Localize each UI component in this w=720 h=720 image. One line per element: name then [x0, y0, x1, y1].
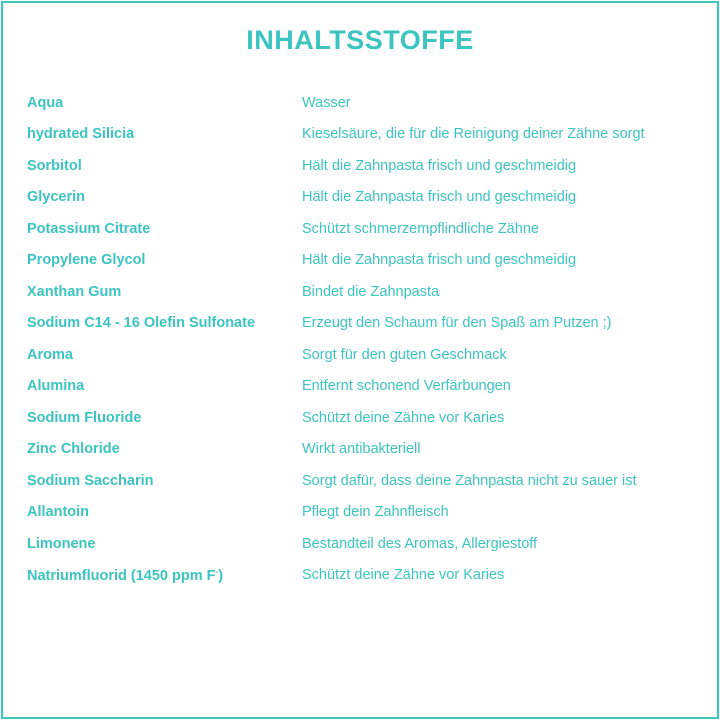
ingredient-row: [27, 465, 707, 497]
page-title: INHALTSSTOFFE: [246, 25, 474, 55]
ingredient-name: Propylene Glycol: [27, 252, 146, 269]
ingredient-name-superscript: -: [215, 566, 219, 576]
ingredient-name: Sodium Fluoride: [27, 409, 142, 426]
ingredient-name: Sorbitol: [27, 157, 82, 174]
ingredient-row: [27, 560, 707, 592]
ingredient-description: Hält die Zahnpasta frisch und geschmeidig: [302, 157, 577, 174]
ingredient-description: Hält die Zahnpasta frisch und geschmeidig: [302, 252, 577, 269]
ingredient-name: Limonene: [27, 535, 96, 552]
ingredient-name: Allantoin: [27, 504, 90, 521]
ingredients-list: [27, 87, 707, 591]
ingredient-name-suffix: ): [218, 567, 224, 584]
ingredient-name: Zinc Chloride: [27, 441, 120, 458]
ingredient-description: Sorgt dafür, dass deine Zahnpasta nicht zu sauer ist: [302, 472, 637, 489]
ingredient-name: Sodium Saccharin: [27, 472, 154, 489]
ingredient-row: [27, 497, 707, 529]
ingredient-name: Sodium C14 - 16 Olefin Sulfonate: [27, 315, 256, 332]
ingredient-row: [27, 182, 707, 214]
ingredient-description: Kieselsäure, die für die Reinigung deiner Zähne sorgt: [302, 126, 645, 143]
ingredient-name: Xanthan Gum: [27, 283, 122, 300]
ingredient-description: Wirkt antibakteriell: [302, 441, 421, 458]
ingredient-description: Erzeugt den Schaum für den Spaß am Putzen ;): [302, 315, 612, 332]
ingredient-name: Potassium Citrate: [27, 220, 151, 237]
ingredient-row: [27, 402, 707, 434]
ingredient-row: [27, 528, 707, 560]
ingredient-name: [27, 567, 302, 584]
ingredients-panel: [1, 1, 719, 719]
ingredient-row: [27, 276, 707, 308]
ingredient-description: Bindet die Zahnpasta: [302, 283, 440, 300]
ingredient-row: [27, 213, 707, 245]
ingredient-row: [27, 434, 707, 466]
ingredient-description: Hält die Zahnpasta frisch und geschmeidig: [302, 189, 577, 206]
ingredient-name: Alumina: [27, 378, 85, 395]
ingredient-row: [27, 339, 707, 371]
ingredient-description: Schützt deine Zähne vor Karies: [302, 567, 505, 584]
ingredient-description: Sorgt für den guten Geschmack: [302, 346, 507, 363]
ingredient-description: Bestandteil des Aromas, Allergiestoff: [302, 535, 538, 552]
ingredient-row: [27, 308, 707, 340]
ingredient-description: Schützt schmerzempflindliche Zähne: [302, 220, 539, 237]
ingredient-name: hydrated Silicia: [27, 126, 135, 143]
ingredient-row: [27, 245, 707, 277]
ingredient-name: Glycerin: [27, 189, 86, 206]
ingredient-name-text: Natriumfluorid (1450 ppm F: [27, 567, 216, 584]
ingredient-row: [27, 150, 707, 182]
ingredient-name: Aqua: [27, 94, 64, 111]
ingredient-description: Pflegt dein Zahnfleisch: [302, 504, 449, 521]
ingredient-description: Schützt deine Zähne vor Karies: [302, 409, 505, 426]
ingredient-row: [27, 119, 707, 151]
ingredient-description: Wasser: [302, 94, 351, 111]
ingredient-description: Entfernt schonend Verfärbungen: [302, 378, 511, 395]
ingredient-name: Aroma: [27, 346, 73, 363]
ingredient-row: [27, 371, 707, 403]
ingredient-row: [27, 87, 707, 119]
